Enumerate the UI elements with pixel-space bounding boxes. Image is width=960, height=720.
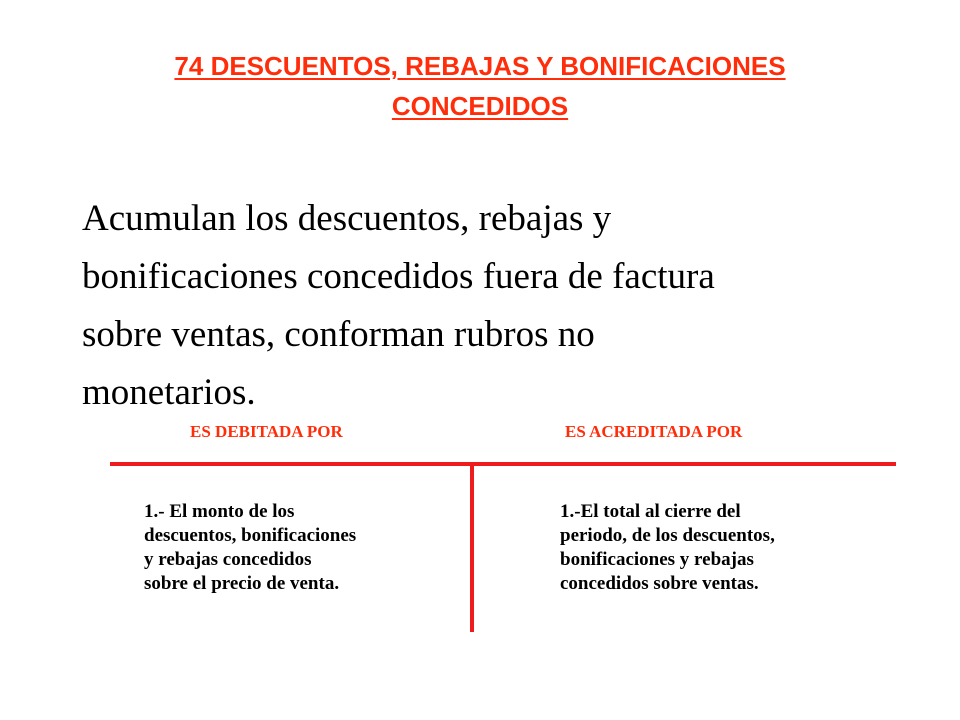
debit-entry [144,500,356,596]
t-account-horizontal-line [110,462,896,466]
credit-entry [560,500,775,596]
credit-entry-line: periodo, de los descuentos, [560,525,775,546]
debit-entry-line: y rebajas concedidos [144,549,312,570]
credit-entry-line: 1.-El total al cierre del [560,501,741,522]
title-line: CONCEDIDOS [391,91,569,121]
definition-line: sobre ventas, conforman rubros no [82,314,595,355]
debit-entry-line: descuentos, bonificaciones [144,525,357,546]
definition-line: bonificaciones concedidos fuera de factura [82,256,715,297]
debit-column-header: ES DEBITADA POR [190,422,343,441]
t-account-vertical-line [470,462,474,632]
debit-entry-line: 1.- El monto de los [144,501,295,522]
debit-entry-line: sobre el precio de venta. [144,573,340,594]
credit-entry-line: bonificaciones y rebajas [560,549,754,570]
definition-line: Acumulan los descuentos, rebajas y [82,198,612,239]
credit-column-header: ES ACREDITADA POR [565,422,743,441]
definition-line: monetarios. [82,372,256,413]
title-line: 74 DESCUENTOS, REBAJAS Y BONIFICACIONES [174,51,786,81]
slide-title [0,46,960,126]
definition-paragraph [82,190,842,422]
credit-entry-line: concedidos sobre ventas. [560,573,759,594]
